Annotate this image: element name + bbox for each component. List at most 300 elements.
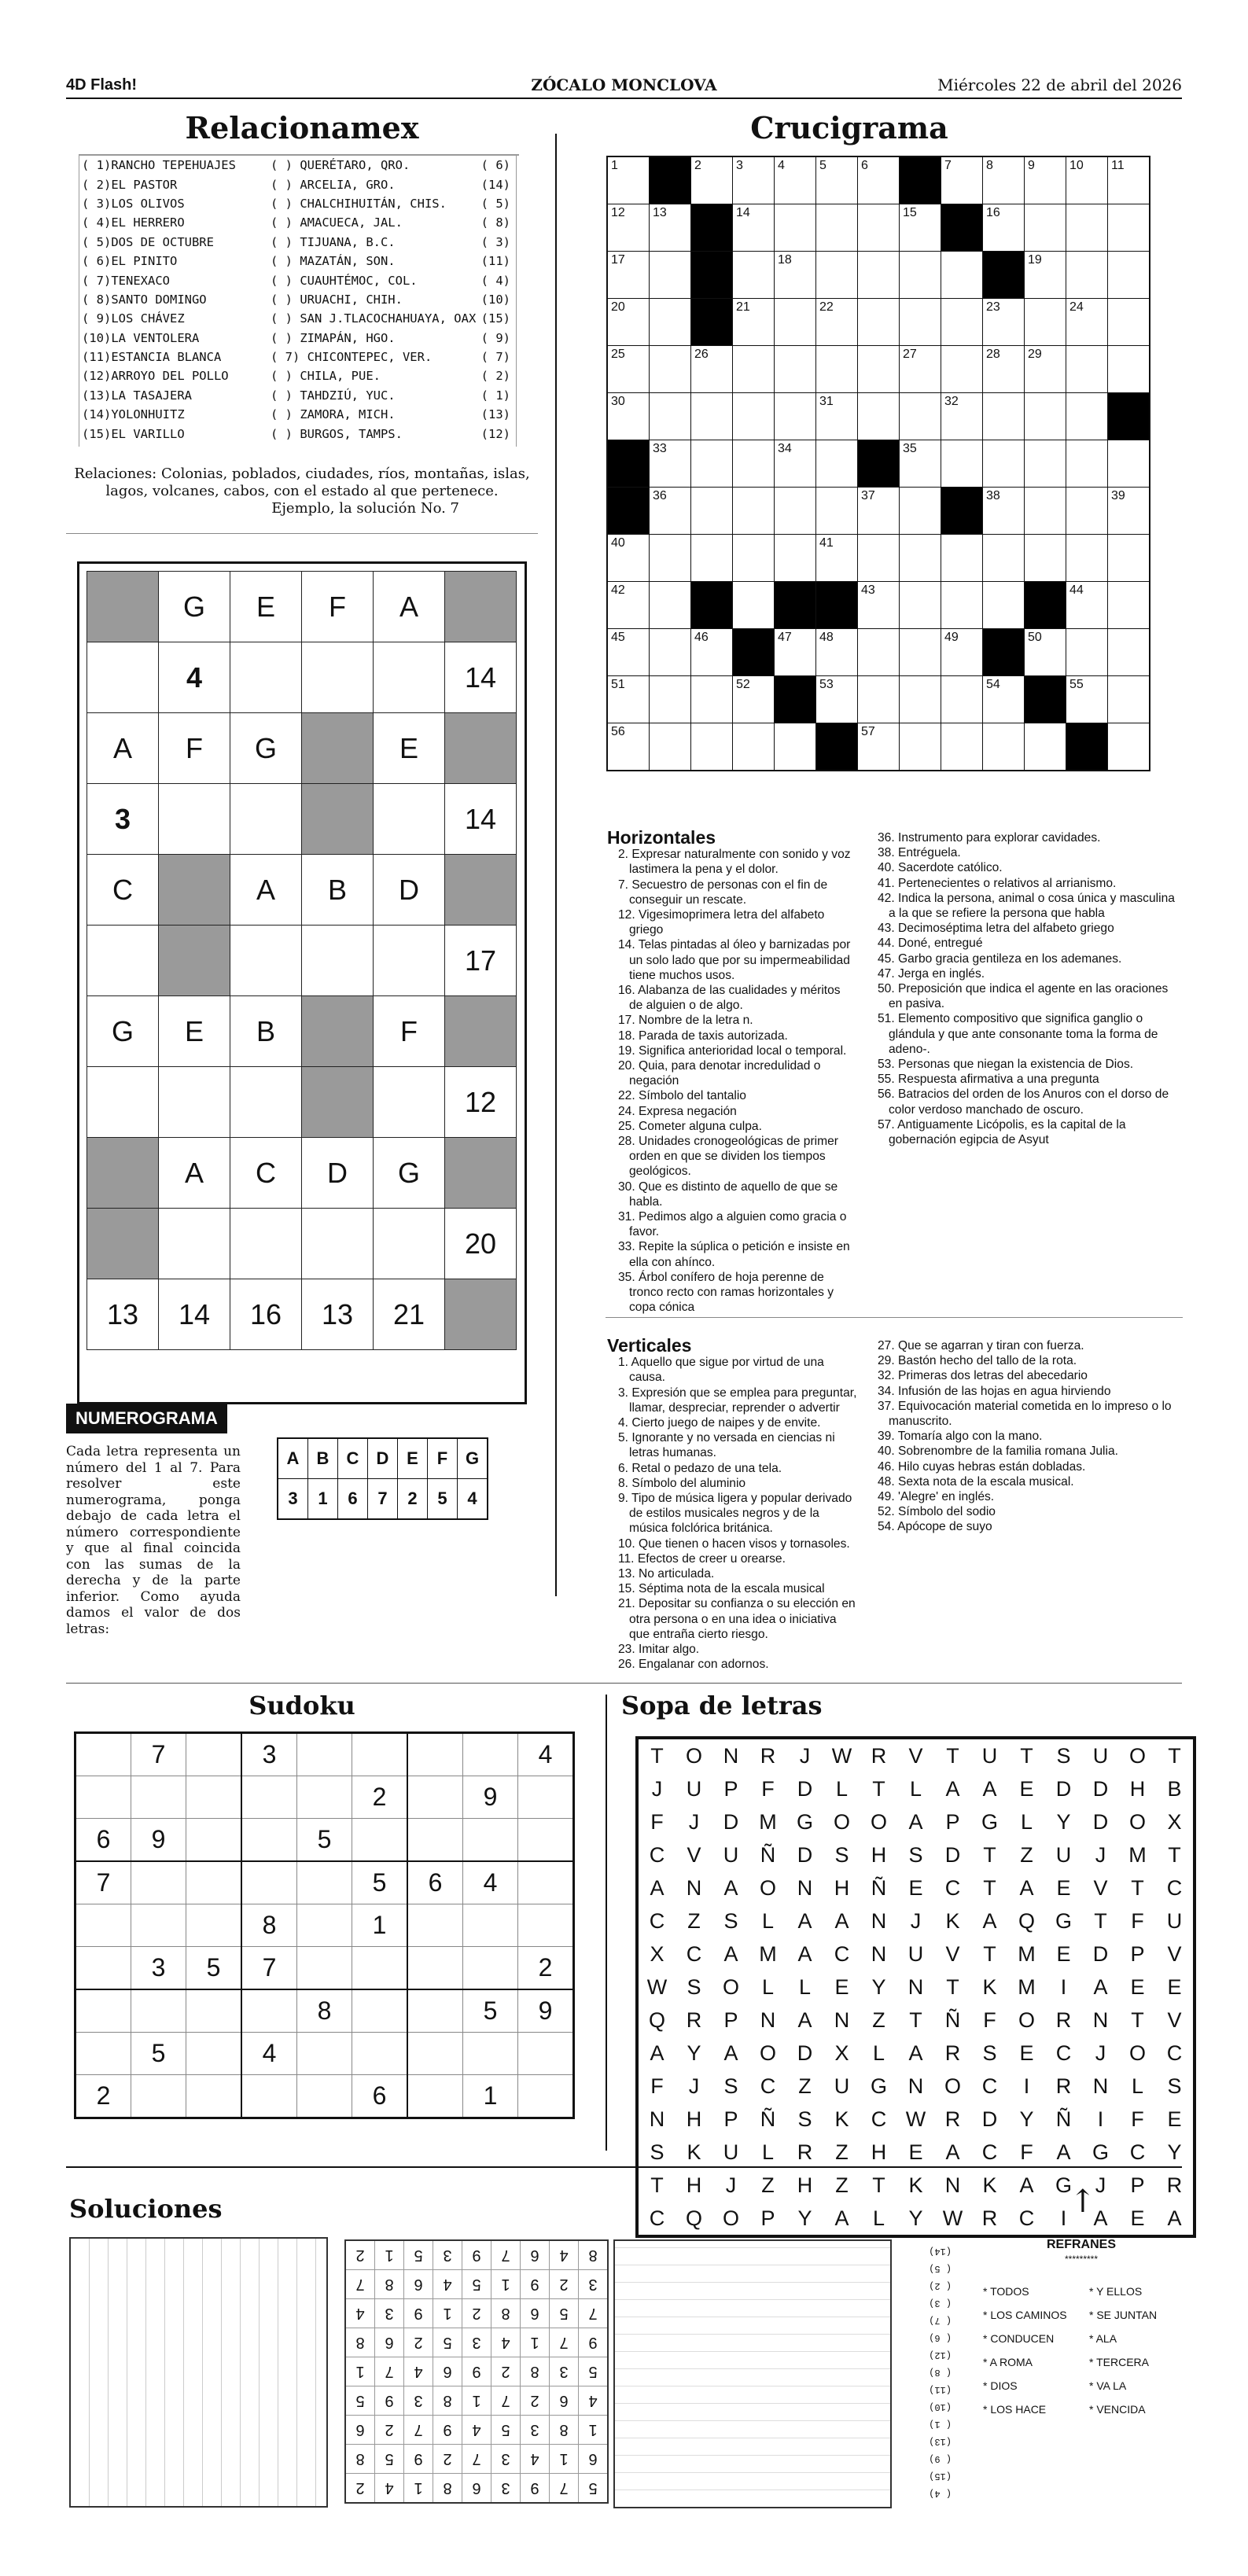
sudoku-cell xyxy=(241,2075,297,2118)
relacionamex-row xyxy=(79,405,515,424)
sudoku-solution-cell: 9 xyxy=(404,2445,433,2474)
crucigrama-cell xyxy=(733,535,775,582)
crucigrama-cell xyxy=(900,440,941,488)
sopa-letter: L xyxy=(1131,2074,1144,2098)
sopa-letter: S xyxy=(1056,1743,1071,1768)
numerograma-cell: 12 xyxy=(445,1067,517,1138)
sudoku-solution-cell: 8 xyxy=(433,2474,462,2504)
sudoku-solution-cell: 8 xyxy=(345,2328,375,2357)
sudoku-solution-cell: 5 xyxy=(375,2445,404,2474)
horizontal-clue: 14. Telas pintadas al óleo y barnizadas por un solo lado que por su impermeabilidad tiene muchos usos. xyxy=(618,938,851,982)
numerograma-cell: 14 xyxy=(159,1279,230,1350)
crucigrama-number: 8 xyxy=(986,159,993,172)
sopa-letter: J xyxy=(725,2173,737,2197)
sudoku-cell xyxy=(518,1904,574,1947)
crucigrama-cell xyxy=(1108,252,1150,299)
sopa-letter: H xyxy=(686,2173,702,2197)
sopa-letter: V xyxy=(1167,2007,1182,2032)
sopa-letter: C xyxy=(1129,2140,1146,2164)
sopa-letter: S xyxy=(834,1842,849,1867)
sopa-letter: Ñ xyxy=(871,1875,887,1900)
sudoku-solution-cell: 6 xyxy=(375,2328,404,2357)
sudoku-cell xyxy=(518,2033,574,2075)
crucigrama-cell xyxy=(900,299,941,346)
crucigrama-cell xyxy=(983,346,1025,393)
crucigrama-number: 20 xyxy=(611,300,625,314)
numerograma-cell xyxy=(445,1138,517,1209)
relacionamex-right: ( 5) xyxy=(480,196,510,211)
crucigrama-cell xyxy=(1066,723,1108,771)
crucigrama-row xyxy=(607,676,1150,723)
relacionamex-solution-item: ( 3) xyxy=(929,2298,952,2309)
crucigrama-cell xyxy=(650,582,691,629)
relacionamex-middle: ( ) MAZATÁN, SON. xyxy=(271,254,396,269)
sopa-letter: T xyxy=(909,2007,922,2032)
sopa-title: Sopa de letras xyxy=(621,1691,823,1720)
sopa-letter: I xyxy=(1060,2206,1067,2230)
crucigrama-row xyxy=(607,393,1150,440)
sudoku-cell xyxy=(241,1989,297,2033)
sudoku-cell xyxy=(186,1989,242,2033)
sopa-letter: V xyxy=(1167,1941,1182,1966)
horizontal-clue: 30. Que es distinto de aquello de que se habla. xyxy=(618,1179,838,1209)
column-divider-2 xyxy=(606,1695,607,2151)
vertical-clue: 13. No articulada. xyxy=(618,1567,715,1581)
sudoku-cell: 2 xyxy=(518,1947,574,1990)
crucigrama-cell xyxy=(1025,676,1066,723)
sudoku-cell xyxy=(186,1776,242,1819)
sudoku-solution-cell: 3 xyxy=(404,2386,433,2416)
crucigrama-cell xyxy=(1108,346,1150,393)
crucigrama-cell xyxy=(733,629,775,676)
crucigrama-cell xyxy=(983,676,1025,723)
sudoku-cell: 1 xyxy=(352,1904,408,1947)
sopa-letter: N xyxy=(871,1941,887,1966)
sudoku-solution-cell: 1 xyxy=(462,2386,491,2416)
sopa-letter: Y xyxy=(1167,2140,1182,2164)
sopa-letter: F xyxy=(1131,2107,1144,2131)
crucigrama-cell xyxy=(900,535,941,582)
crucigrama-number: 54 xyxy=(986,678,1000,691)
sopa-letter: A xyxy=(982,1776,997,1801)
crucigrama-cell xyxy=(1066,676,1108,723)
crucigrama-cell xyxy=(1025,156,1066,204)
horizontal-clue: 24. Expresa negación xyxy=(618,1104,737,1118)
horizontal-clue: 36. Instrumento para explorar cavidades. xyxy=(878,831,1101,845)
sudoku-cell: 3 xyxy=(241,1733,297,1776)
numerograma-cell xyxy=(374,1209,445,1279)
relacionamex-left: (10)LA VENTOLERA xyxy=(82,330,200,345)
sopa-letter: J xyxy=(1095,2173,1106,2197)
relacionamex-right: (14) xyxy=(480,177,510,192)
sudoku-cell xyxy=(241,1861,297,1904)
crucigrama-cell xyxy=(858,252,900,299)
crucigrama-cell xyxy=(816,299,858,346)
sopa-letter: F xyxy=(1020,2140,1033,2164)
horizontal-clue: 22. Símbolo del tantalio xyxy=(618,1089,746,1103)
crucigrama-cell xyxy=(1108,676,1150,723)
sopa-letter: N xyxy=(834,2007,850,2032)
sopa-letter: A xyxy=(834,1908,849,1933)
relacionamex-solution-item: ( 6) xyxy=(929,2332,952,2343)
sudoku-solution-cell: 9 xyxy=(521,2270,550,2299)
sudoku-solution-cell: 1 xyxy=(491,2270,521,2299)
relacionamex-solution-item: (13) xyxy=(929,2436,952,2447)
crucigrama-number: 36 xyxy=(653,489,667,502)
crucigrama-cell xyxy=(1108,393,1150,440)
horizontal-clue: 41. Pertenecientes o relativos al arrianismo. xyxy=(878,876,1117,890)
crucigrama-cell xyxy=(775,582,816,629)
sudoku-row xyxy=(75,2075,574,2118)
crucigrama-cell xyxy=(607,440,650,488)
sopa-row xyxy=(637,2103,1195,2136)
numerograma-cell xyxy=(445,855,517,926)
crucigrama-number: 5 xyxy=(819,159,826,172)
numerograma-key-value: 7 xyxy=(368,1479,398,1520)
crucigrama-cell xyxy=(900,582,941,629)
relacionamex-row xyxy=(79,290,515,309)
sudoku-solution-row xyxy=(345,2357,608,2386)
numerograma-cell: C xyxy=(230,1138,302,1209)
crucigrama-number: 17 xyxy=(611,253,625,267)
sudoku-solution-cell: 7 xyxy=(462,2445,491,2474)
sudoku-cell xyxy=(518,1819,574,1862)
relacionamex-middle: ( ) BURGOS, TAMPS. xyxy=(271,426,403,441)
sudoku-cell xyxy=(75,1989,131,2033)
crucigrama-number: 57 xyxy=(861,725,875,738)
sudoku-cell xyxy=(186,1733,242,1776)
crucigrama-cell xyxy=(650,346,691,393)
sudoku-cell: 4 xyxy=(463,1861,518,1904)
sopa-letter: W xyxy=(942,2206,963,2230)
crucigrama-number: 44 xyxy=(1069,583,1084,597)
sopa-letter: Z xyxy=(835,2173,849,2197)
sopa-letter: A xyxy=(1167,2206,1182,2230)
sopa-letter: Q xyxy=(648,2007,665,2032)
numerograma-key-value: 3 xyxy=(278,1479,308,1520)
page-header xyxy=(66,72,1182,99)
sopa-solution-thumbnail xyxy=(613,2239,892,2508)
crucigrama-number: 52 xyxy=(736,678,750,691)
sudoku-cell: 9 xyxy=(518,1989,574,2033)
sudoku-cell xyxy=(518,1861,574,1904)
crucigrama-cell xyxy=(816,488,858,535)
crucigrama-grid xyxy=(606,156,1150,771)
newspaper-name: ZÓCALO MONCLOVA xyxy=(531,75,717,94)
horizontal-clue: 19. Significa anterioridad local o temporal. xyxy=(618,1043,847,1058)
sopa-letter: S xyxy=(723,1908,738,1933)
sopa-letter: L xyxy=(909,1776,922,1801)
crucigrama-row xyxy=(607,440,1150,488)
relacionamex-right-rule xyxy=(516,156,517,447)
sopa-letter: K xyxy=(945,1908,960,1933)
vertical-clue: 21. Depositar su confianza o su elección en otra persona o en una idea o iniciativa que entraña cierto riesgo. xyxy=(618,1597,856,1641)
numerograma-cell xyxy=(374,784,445,855)
sopa-letter: S xyxy=(982,2041,997,2065)
sudoku-cell xyxy=(407,2075,463,2118)
crucigrama-cell xyxy=(983,252,1025,299)
crucigrama-cell xyxy=(816,676,858,723)
relacionamex-left: (15)EL VARILLO xyxy=(82,426,185,441)
sudoku-cell: 6 xyxy=(407,1861,463,1904)
sopa-letter: R xyxy=(1166,2173,1183,2197)
verticales-heading: Verticales xyxy=(607,1335,692,1356)
sopa-letter: T xyxy=(650,1743,664,1768)
crucigrama-row xyxy=(607,535,1150,582)
crucigrama-number: 53 xyxy=(819,678,834,691)
sudoku-cell: 3 xyxy=(131,1947,186,1990)
crucigrama-cell xyxy=(983,629,1025,676)
crucigrama-cell xyxy=(941,723,983,771)
crucigrama-number: 38 xyxy=(986,489,1000,502)
sopa-letter: Ñ xyxy=(760,1842,776,1867)
sopa-letter: N xyxy=(686,1875,702,1900)
sopa-letter: D xyxy=(723,1809,739,1834)
sudoku-solution-row xyxy=(345,2270,608,2299)
sopa-letter: E xyxy=(1019,1776,1034,1801)
sopa-letter: Y xyxy=(797,2206,812,2230)
sudoku-solution-cell: 6 xyxy=(521,2240,550,2270)
numerograma-cell: G xyxy=(159,572,230,642)
horizontal-clue: 56. Batracios del orden de los Anuros con el dorso de color verdoso manchado de oscuro. xyxy=(878,1087,1169,1117)
crucigrama-number: 7 xyxy=(944,159,952,172)
sudoku-solution-cell: 1 xyxy=(375,2240,404,2270)
sudoku-solution-cell: 2 xyxy=(345,2474,375,2504)
crucigrama-cell xyxy=(816,629,858,676)
sopa-letter: U xyxy=(1166,1908,1183,1933)
refran-word: * DIOS xyxy=(983,2379,1018,2392)
crucigrama-cell xyxy=(691,676,733,723)
sopa-letter: C xyxy=(1055,2041,1072,2065)
sopa-letter: O xyxy=(759,1875,776,1900)
sopa-letter: A xyxy=(1093,1974,1108,1999)
crucigrama-number: 13 xyxy=(653,206,667,219)
sopa-letter: E xyxy=(1056,1875,1071,1900)
horizontal-clue: 20. Quia, para denotar incredulidad o negación xyxy=(618,1059,821,1088)
sopa-letter: L xyxy=(872,2206,885,2230)
sopa-letter: E xyxy=(908,2140,923,2164)
numerograma-cell xyxy=(87,1138,159,1209)
sopa-letter: R xyxy=(686,2007,702,2032)
numerograma-cell: 3 xyxy=(87,784,159,855)
sopa-letter: H xyxy=(686,2107,702,2131)
sopa-letter: O xyxy=(759,2041,776,2065)
crucigrama-number: 32 xyxy=(944,395,959,408)
crucigrama-cell xyxy=(983,440,1025,488)
numerograma-cell: G xyxy=(374,1138,445,1209)
crucigrama-cell xyxy=(1025,629,1066,676)
crucigrama-cell xyxy=(1066,488,1108,535)
crucigrama-row xyxy=(607,346,1150,393)
sopa-letter: Z xyxy=(1020,1842,1033,1867)
numerograma-cell xyxy=(87,1209,159,1279)
horizontal-clue: 18. Parada de taxis autorizada. xyxy=(618,1029,788,1043)
sopa-letter: R xyxy=(871,1743,887,1768)
refran-word: * CONDUCEN xyxy=(983,2332,1055,2345)
numerograma-key-letter: D xyxy=(368,1438,398,1479)
sopa-row xyxy=(637,2202,1195,2236)
numerograma-row xyxy=(87,713,517,784)
sopa-letter: S xyxy=(650,2140,664,2164)
crucigrama-cell xyxy=(816,535,858,582)
numerograma-cell xyxy=(159,855,230,926)
crucigrama-number: 33 xyxy=(653,442,667,455)
sopa-letter: J xyxy=(688,1809,700,1834)
crucigrama-number: 27 xyxy=(903,348,917,361)
horizontal-clue: 43. Decimoséptima letra del alfabeto griego xyxy=(878,922,1114,936)
sopa-letter: T xyxy=(946,1974,959,1999)
refran-word: * TODOS xyxy=(983,2285,1029,2298)
crucigrama-cell xyxy=(607,535,650,582)
relacionamex-middle: ( ) URUACHI, CHIH. xyxy=(271,292,403,307)
crucigrama-number: 10 xyxy=(1069,159,1084,172)
sudoku-solution-cell: 7 xyxy=(375,2357,404,2386)
vertical-clue: 27. Que se agarran y tiran con fuerza. xyxy=(878,1339,1084,1352)
sudoku-cell xyxy=(186,1904,242,1947)
sudoku-solution-row xyxy=(345,2416,608,2445)
sopa-letter: T xyxy=(983,1941,996,1966)
crucigrama-cell xyxy=(941,204,983,252)
sudoku-cell xyxy=(518,2075,574,2118)
sopa-letter: W xyxy=(831,1743,852,1768)
refran-word: * LOS HACE xyxy=(983,2403,1047,2416)
soluciones-title: Soluciones xyxy=(69,2194,223,2224)
sudoku-solution-cell: 7 xyxy=(579,2299,609,2328)
sudoku-cell: 5 xyxy=(297,1819,352,1862)
horizontal-clue: 57. Antiguamente Licópolis, es la capital de la gobernación egipcia de Asyut xyxy=(878,1117,1126,1147)
sopa-letter: M xyxy=(759,1941,777,1966)
sudoku-solution-cell: 4 xyxy=(550,2240,579,2270)
numerograma-cell xyxy=(230,784,302,855)
sopa-letter: U xyxy=(686,1776,702,1801)
crucigrama-cell xyxy=(775,156,816,204)
relacionamex-left: ( 5)DOS DE OCTUBRE xyxy=(82,234,214,249)
crucigrama-cell xyxy=(607,393,650,440)
crucigrama-cell xyxy=(607,582,650,629)
sopa-letter: N xyxy=(1092,2007,1109,2032)
crucigrama-cell xyxy=(650,440,691,488)
crucigrama-number: 49 xyxy=(944,631,959,644)
crucigrama-cell xyxy=(733,723,775,771)
relacionamex-table xyxy=(79,156,515,443)
crucigrama-row xyxy=(607,488,1150,535)
crucigrama-cell xyxy=(691,156,733,204)
numerograma-cell xyxy=(87,642,159,713)
sudoku-solution-cell: 3 xyxy=(491,2445,521,2474)
crucigrama-cell xyxy=(816,156,858,204)
relacionamex-solution-item: ( 4) xyxy=(929,2488,952,2499)
numerograma-cell: 20 xyxy=(445,1209,517,1279)
horizontal-clue: 38. Entréguela. xyxy=(878,846,961,860)
sudoku-solution-cell: 9 xyxy=(462,2357,491,2386)
sudoku-cell xyxy=(463,1904,518,1947)
numerograma-label: NUMEROGRAMA xyxy=(66,1404,227,1433)
crucigrama-cell xyxy=(858,346,900,393)
crucigrama-cell xyxy=(607,346,650,393)
crucigrama-number: 6 xyxy=(861,159,868,172)
crucigrama-cell xyxy=(607,676,650,723)
sudoku-solution-cell: 6 xyxy=(404,2270,433,2299)
sudoku-cell xyxy=(352,2033,408,2075)
sudoku-cell xyxy=(463,1947,518,1990)
sudoku-solution-cell: 1 xyxy=(521,2328,550,2357)
sopa-letter: R xyxy=(760,1743,776,1768)
crucigrama-number: 11 xyxy=(1111,159,1125,172)
sopa-letter: J xyxy=(1095,1842,1106,1867)
numerograma-row xyxy=(87,784,517,855)
sopa-letter: F xyxy=(650,2074,664,2098)
relacionamex-solution-item: (11) xyxy=(929,2384,952,2395)
crucigrama-number: 23 xyxy=(986,300,1000,314)
crucigrama-cell xyxy=(941,629,983,676)
crucigrama-row xyxy=(607,252,1150,299)
crucigrama-cell xyxy=(983,535,1025,582)
sopa-letter: R xyxy=(1055,2074,1072,2098)
sudoku-solution-cell: 9 xyxy=(521,2474,550,2504)
crucigrama-number: 47 xyxy=(778,631,792,644)
numerograma-cell xyxy=(159,926,230,996)
sopa-letter: G xyxy=(796,1809,813,1834)
relacionamex-title: Relacionamex xyxy=(185,110,419,145)
sopa-letter: I xyxy=(1097,2107,1104,2131)
sudoku-solution xyxy=(344,2239,609,2504)
numerograma-cell xyxy=(445,572,517,642)
sopa-letter: R xyxy=(797,2140,813,2164)
sopa-letter: E xyxy=(1167,1974,1182,1999)
sudoku-solution-cell: 1 xyxy=(345,2357,375,2386)
crucigrama-cell xyxy=(1108,535,1150,582)
sopa-letter: N xyxy=(1092,2074,1109,2098)
numerograma-cell: 17 xyxy=(445,926,517,996)
numerograma-cell: G xyxy=(87,996,159,1067)
crucigrama-cell xyxy=(1108,204,1150,252)
verticales-col-2 xyxy=(867,1338,1181,1535)
sudoku-solution-cell: 6 xyxy=(550,2386,579,2416)
sudoku-cell xyxy=(463,2033,518,2075)
crucigrama-number: 30 xyxy=(611,395,625,408)
crucigrama-cell xyxy=(650,156,691,204)
refranes-title: REFRANES xyxy=(1046,2238,1116,2251)
sudoku-solution-cell: 6 xyxy=(345,2416,375,2445)
relacionamex-solution-item: ( 2) xyxy=(929,2280,952,2291)
crucigrama-cell xyxy=(858,299,900,346)
vertical-clue: 46. Hilo cuyas hebras están dobladas. xyxy=(878,1459,1086,1474)
crucigrama-number: 25 xyxy=(611,348,625,361)
relacionamex-right: ( 6) xyxy=(480,158,510,173)
sopa-letter: T xyxy=(1094,1908,1107,1933)
sudoku-cell xyxy=(131,2075,186,2118)
sudoku-solution-cell: 3 xyxy=(462,2328,491,2357)
sopa-letter: C xyxy=(1166,2041,1183,2065)
sopa-letter: Z xyxy=(835,2140,849,2164)
sopa-letter: I xyxy=(1023,2074,1030,2098)
crucigrama-number: 48 xyxy=(819,631,834,644)
relacionamex-middle: ( ) CHILA, PUE. xyxy=(271,369,381,384)
relacionamex-solution-item: ( 8) xyxy=(929,2367,952,2378)
sopa-row xyxy=(637,1971,1195,2004)
crucigrama-number: 35 xyxy=(903,442,917,455)
relacionamex-left: ( 2)EL PASTOR xyxy=(82,177,178,192)
numerograma-cell: F xyxy=(302,572,374,642)
sudoku-cell xyxy=(75,1947,131,1990)
sopa-letter: J xyxy=(1095,2041,1106,2065)
sudoku-cell xyxy=(352,1819,408,1862)
relacionamex-row xyxy=(79,309,515,328)
crucigrama-cell xyxy=(858,204,900,252)
crucigrama-cell xyxy=(691,252,733,299)
crucigrama-cell xyxy=(733,440,775,488)
crucigrama-number: 12 xyxy=(611,206,625,219)
